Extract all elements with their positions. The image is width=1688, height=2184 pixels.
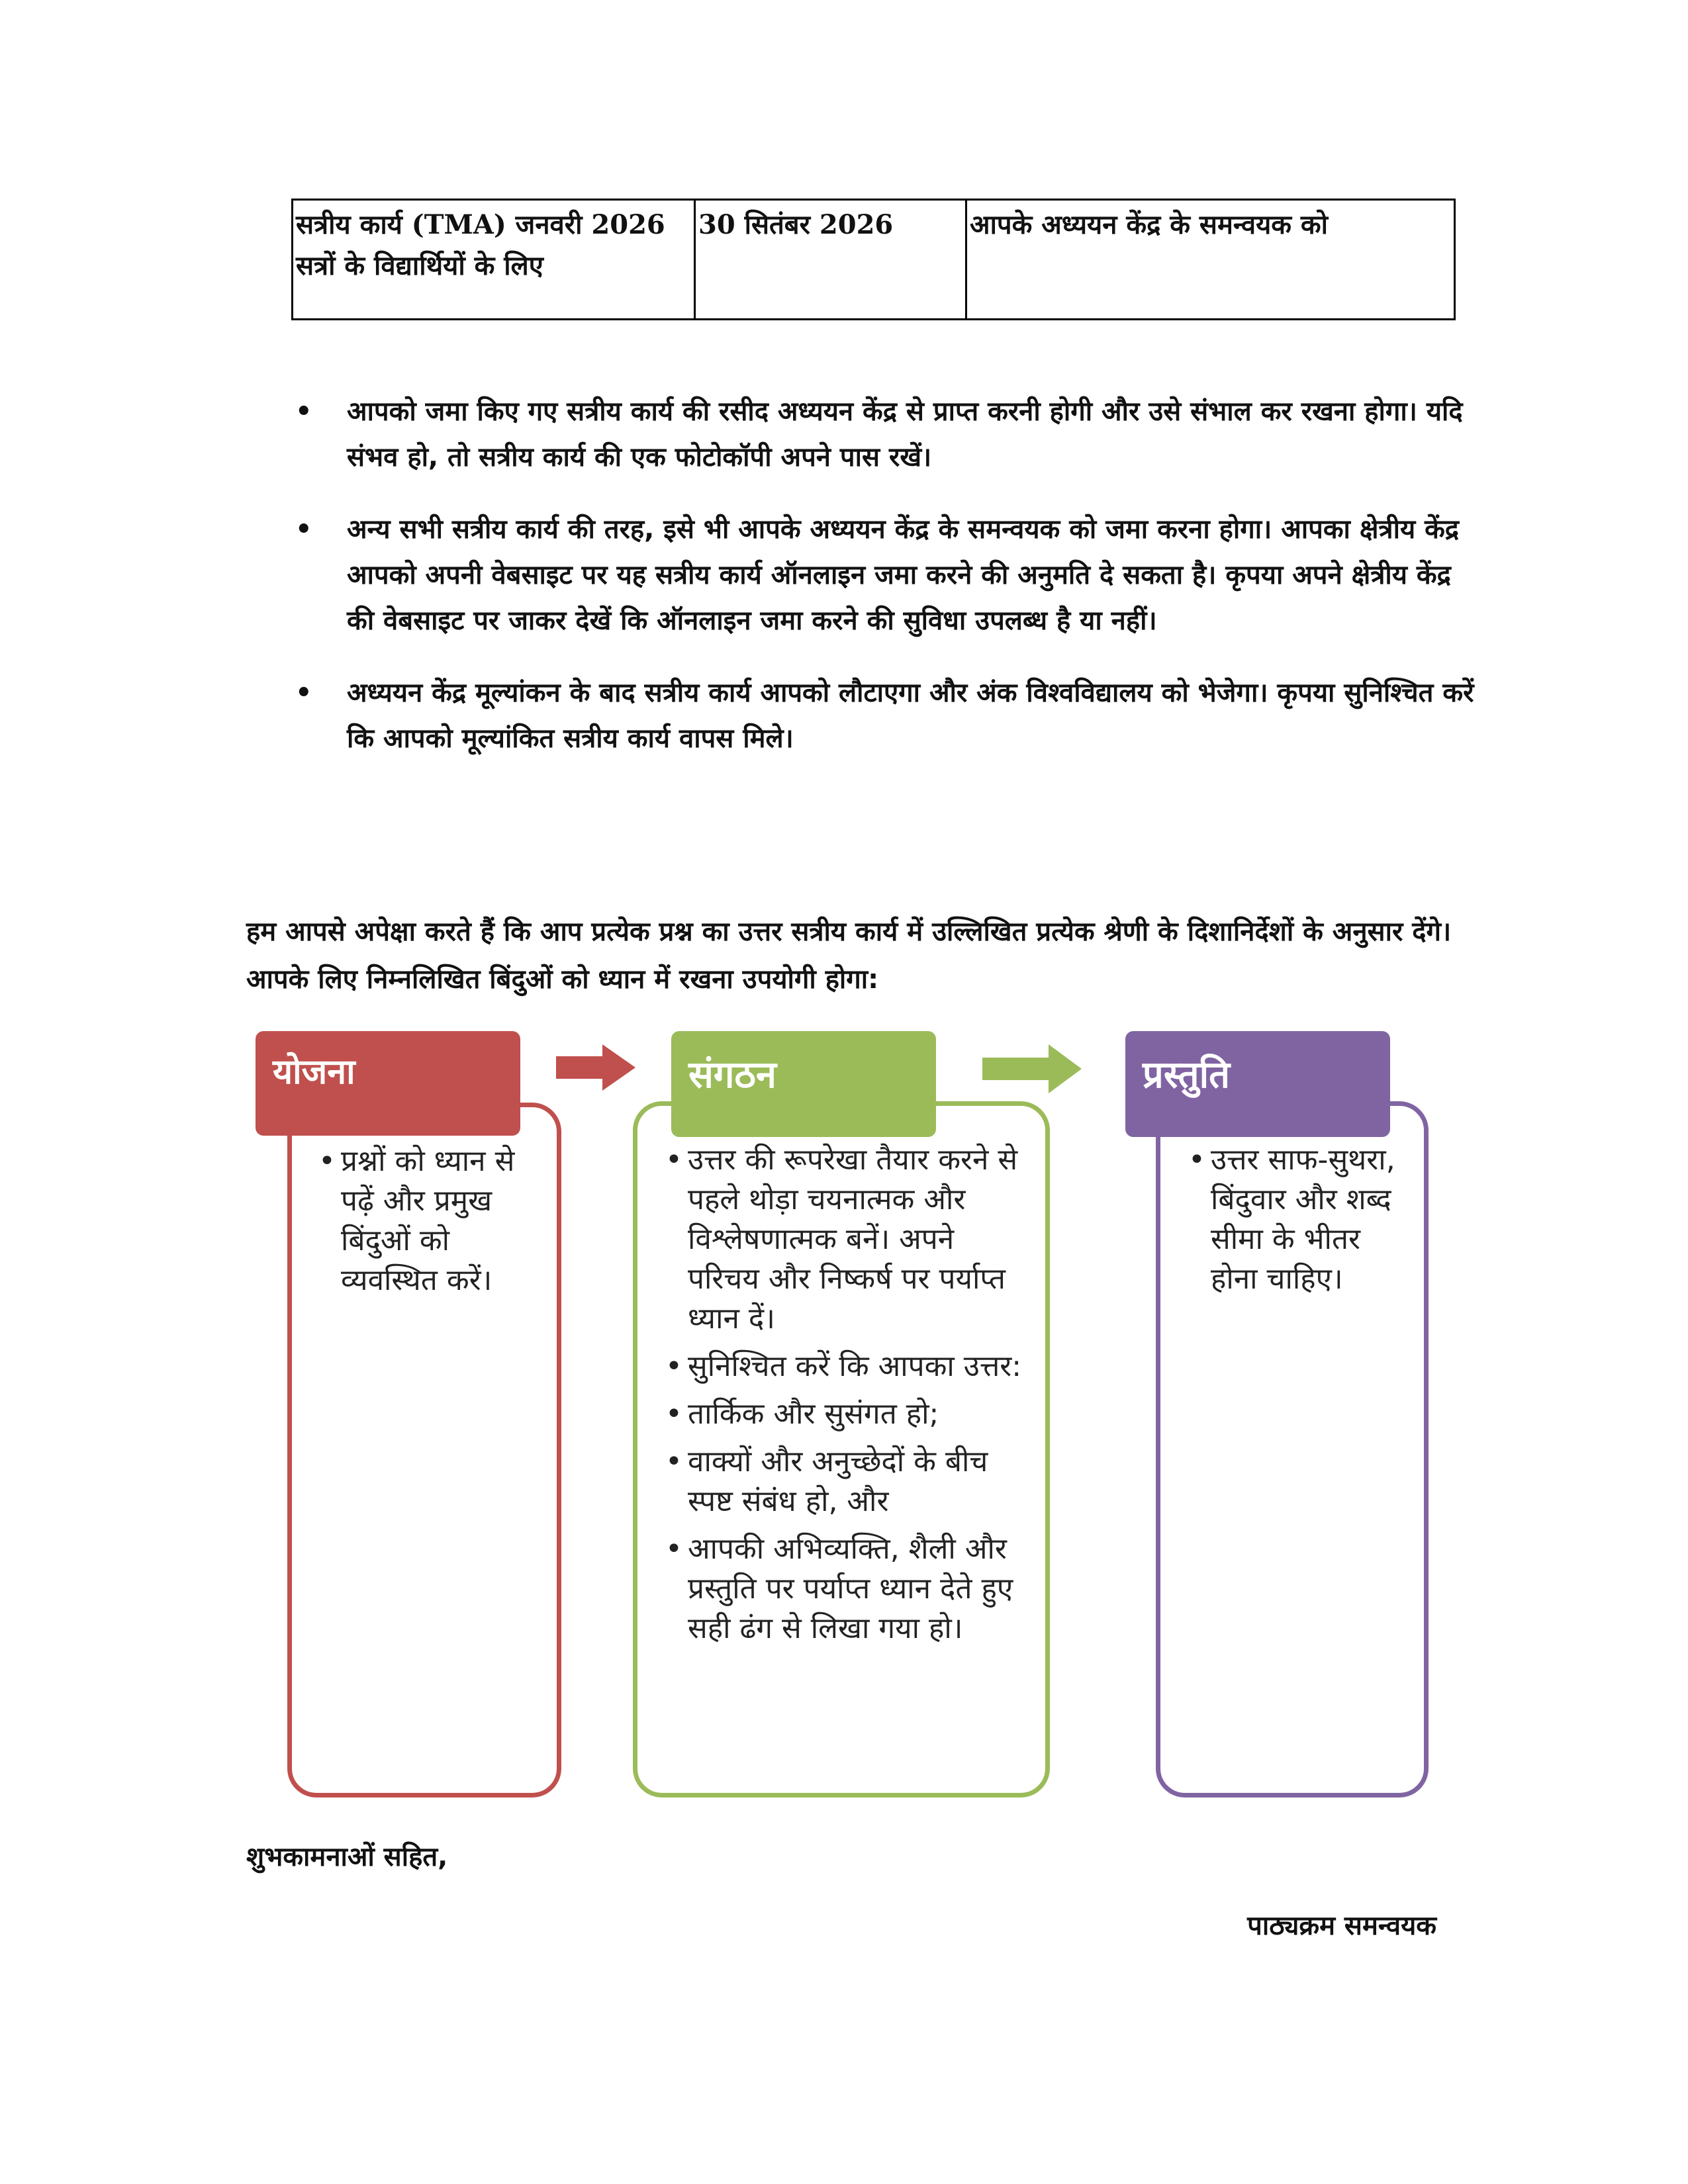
arrow-right-icon (982, 1044, 1082, 1093)
table-row (293, 200, 1455, 320)
instruction-list (291, 389, 1476, 788)
panel-planning (287, 1103, 561, 1797)
signature: पाठ्यक्रम समन्वयक (1247, 1911, 1436, 1941)
header-planning: योजना (256, 1031, 520, 1136)
intro-paragraph: हम आपसे अपेक्षा करते हैं कि आप प्रत्येक प्रश्न का उत्तर सत्रीय कार्य में उल्लिखित प्रत्येक श्रेणी के दिशानिर्देशों के अनुसार देंगे। आपके लिए निम्नलिखित बिंदुओं को ध्यान में रखना उपयोगी होगा: (246, 917, 1452, 995)
list-item: • उत्तर साफ-सुथरा, बिंदुवार और शब्द सीमा के भीतर होना चाहिए। (1188, 1140, 1411, 1299)
list-item: • उत्तर की रूपरेखा तैयार करने से पहले थोड़ा चयनात्मक और विश्लेषणात्मक बनें। अपने परिचय और निष्कर्ष पर पर्याप्त ध्यान दें। (665, 1140, 1029, 1339)
list-item: • अध्ययन केंद्र मूल्यांकन के बाद सत्रीय कार्य आपको लौटाएगा और अंक विश्वविद्यालय को भेजेगा। कृपया सुनिश्चित करें कि आपको मूल्यांकित सत्रीय कार्य वापस मिले। (295, 678, 1474, 754)
table-cell-date: 30 सितंबर 2026 (695, 200, 966, 320)
header-organization: संगठन (671, 1031, 936, 1137)
table-cell-assignment: सत्रीय कार्य (TMA) जनवरी 2026 सत्रों के विद्यार्थियों के लिए (293, 200, 695, 320)
panel-presentation (1156, 1101, 1429, 1797)
list-item: • अन्य सभी सत्रीय कार्य की तरह, इसे भी आपके अध्ययन केंद्र के समन्वयक को जमा करना होगा। आपका क्षेत्रीय केंद्र आपको अपनी वेबसाइट पर यह सत्रीय कार्य ऑनलाइन जमा करने की अनुमति दे सकता है। कृपया अपने क्षेत्रीय केंद्र की वेबसाइट पर जाकर देखें कि ऑनलाइन जमा करने की सुविधा उपलब्ध है या नहीं। (295, 514, 1460, 636)
closing-text: शुभकामनाओं सहित, (246, 1842, 448, 1872)
list-item: • सुनिश्चित करें कि आपका उत्तर: (665, 1347, 1029, 1387)
panel-organization (633, 1101, 1050, 1797)
list-item: • वाक्यों और अनुच्छेदों के बीच स्पष्ट संबंध हो, और (665, 1442, 1029, 1522)
arrow-right-icon (556, 1044, 635, 1091)
list-item: • प्रश्नों को ध्यान से पढ़ें और प्रमुख बिंदुओं को व्यवस्थित करें। (318, 1142, 543, 1300)
table-cell-recipient: आपके अध्ययन केंद्र के समन्वयक को (966, 200, 1455, 320)
list-item: • तार्किक और सुसंगत हो; (665, 1394, 1029, 1434)
list-item: • आपको जमा किए गए सत्रीय कार्य की रसीद अध्ययन केंद्र से प्राप्त करनी होगी और उसे संभाल कर रखना होगा। यदि संभव हो, तो सत्रीय कार्य की एक फोटोकॉपी अपने पास रखें। (295, 396, 1463, 473)
header-presentation: प्रस्तुति (1125, 1031, 1390, 1137)
submission-table (291, 199, 1456, 320)
list-item: • आपकी अभिव्यक्ति, शैली और प्रस्तुति पर पर्याप्त ध्यान देते हुए सही ढंग से लिखा गया हो। (665, 1529, 1029, 1649)
